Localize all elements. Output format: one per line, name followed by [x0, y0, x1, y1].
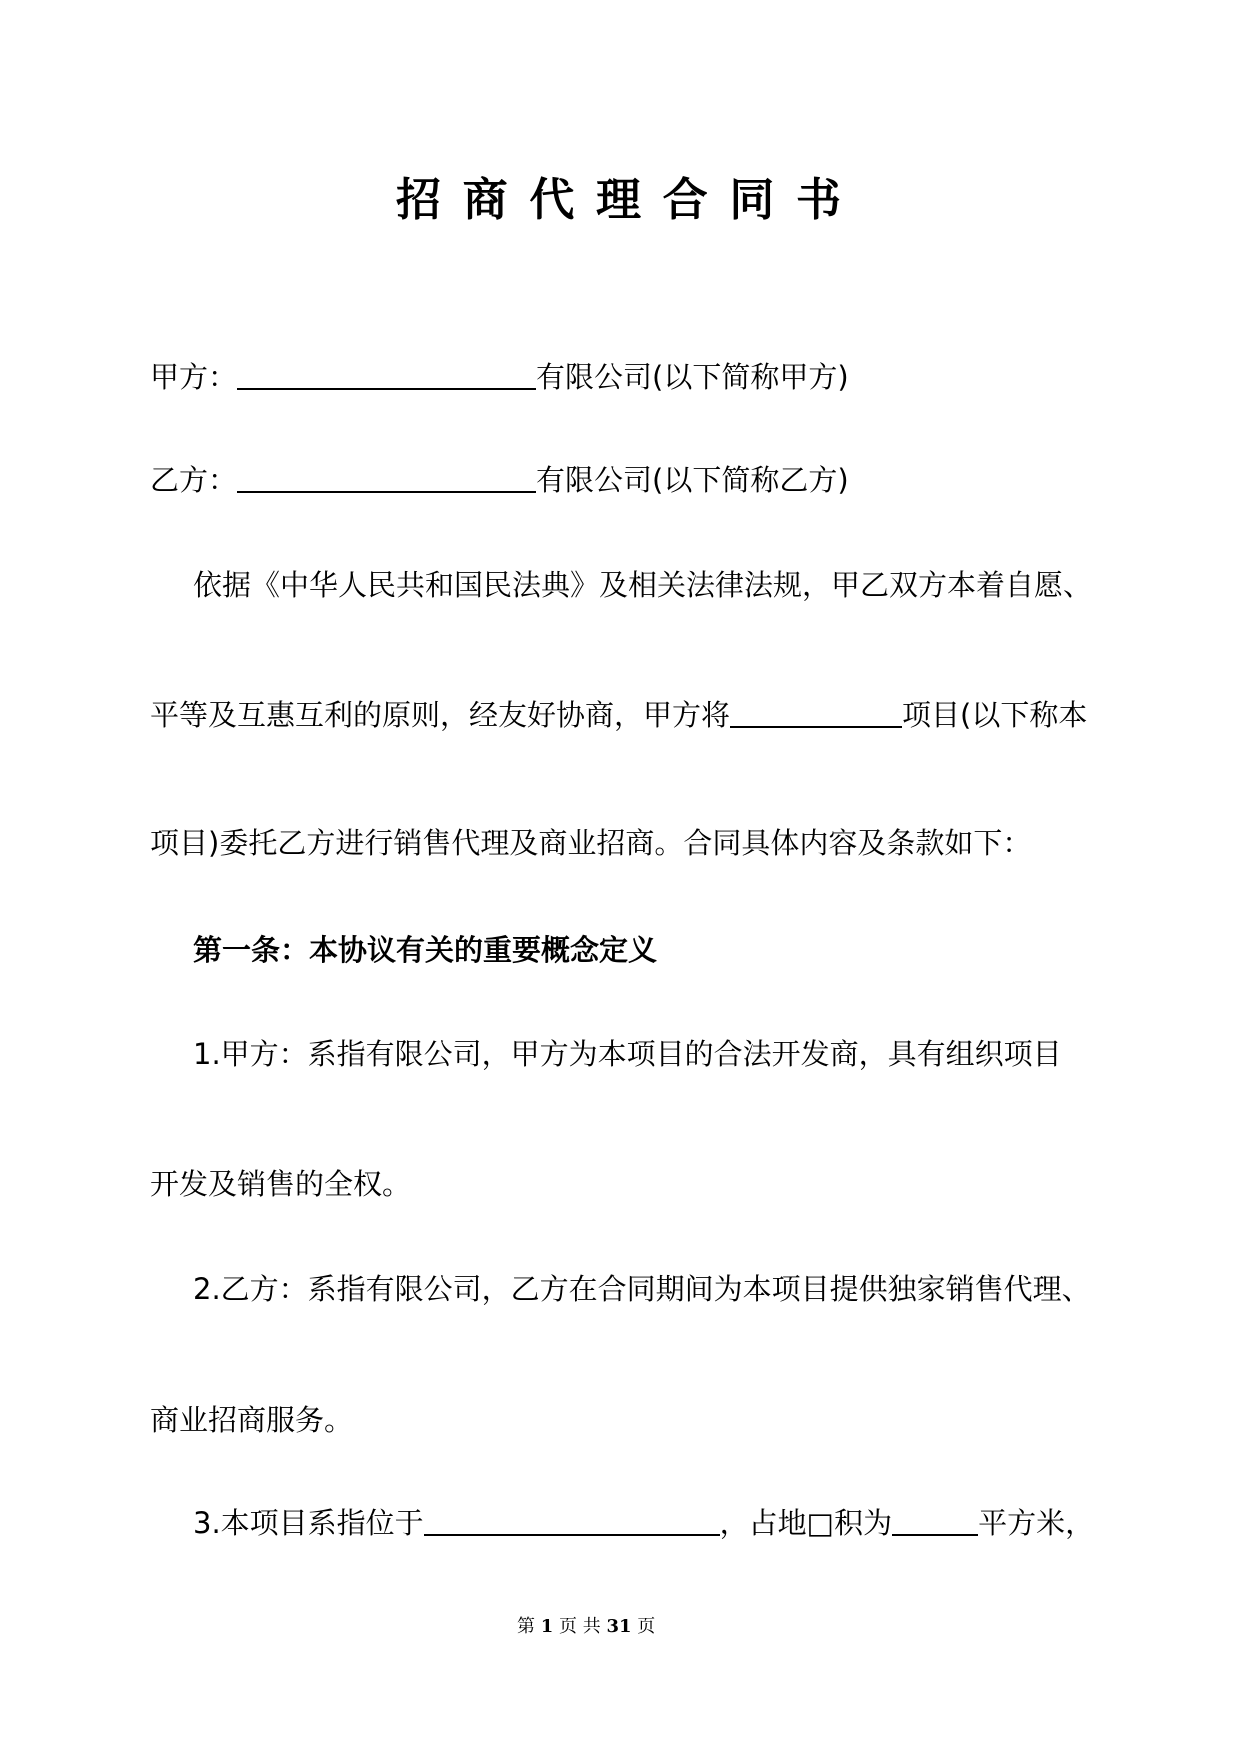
- preamble-line-2: [150, 695, 1087, 735]
- clause-3-unit-text: 平方米，: [978, 1506, 1095, 1540]
- party-b-suffix: 有限公司(以下简称乙方): [536, 463, 849, 497]
- party-b-line: [150, 460, 849, 500]
- preamble-line-2-after: 项目(以下称本: [902, 698, 1088, 732]
- party-b-label: 乙方：: [150, 463, 238, 497]
- party-a-line: [150, 357, 849, 397]
- footer-suffix: 页: [631, 1616, 656, 1637]
- location-blank: [424, 1534, 720, 1536]
- current-page-number: 1: [540, 1616, 554, 1637]
- footer-middle: 页 共: [553, 1616, 607, 1637]
- document-title: 招 商 代 理 合 同 书: [396, 173, 844, 226]
- article-1-heading: 第一条：本协议有关的重要概念定义: [193, 933, 658, 967]
- clause-3-area-text: ，占地□积为: [719, 1506, 893, 1540]
- clause-2-line-1: 2.乙方：系指有限公司，乙方在合同期间为本项目提供独家销售代理、: [193, 1272, 1091, 1306]
- clause-1-line-2: 开发及销售的全权。: [150, 1167, 412, 1201]
- footer-prefix: 第: [517, 1616, 541, 1637]
- page-footer: [517, 1615, 655, 1639]
- clause-3-location-text: 3.本项目系指位于: [193, 1506, 424, 1540]
- party-b-name-blank: [237, 491, 536, 493]
- area-blank: [892, 1534, 978, 1536]
- preamble-line-1: 依据《中华人民共和国民法典》及相关法律法规，甲乙双方本着自愿、: [193, 568, 1093, 602]
- preamble-line-2-before: 平等及互惠互利的原则，经友好协商，甲方将: [150, 698, 731, 732]
- preamble-line-3: 项目)委托乙方进行销售代理及商业招商。合同具体内容及条款如下：: [150, 826, 1032, 860]
- project-name-blank: [730, 726, 902, 728]
- clause-1-line-1: 1.甲方：系指有限公司，甲方为本项目的合法开发商，具有组织项目: [193, 1037, 1062, 1071]
- clause-3-line-1: [193, 1503, 1094, 1543]
- total-pages-number: 31: [606, 1616, 632, 1637]
- party-a-label: 甲方：: [150, 360, 238, 394]
- clause-2-line-2: 商业招商服务。: [150, 1403, 354, 1437]
- party-a-suffix: 有限公司(以下简称甲方): [536, 360, 849, 394]
- party-a-name-blank: [237, 388, 536, 390]
